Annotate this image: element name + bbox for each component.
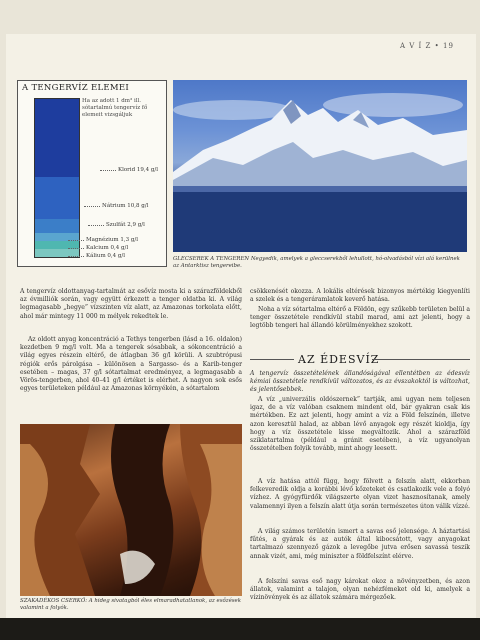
element-label: Kalcium 0,4 g/l: [86, 245, 129, 251]
right-column-paragraph: A felszíni savas eső nagy károkat okoz a növényzetben, és azon állatok, valamint a talajon, olyan nehézfémeket old ki, amelyek a vízinövények és az állatok számára mérgezőek.: [250, 578, 470, 602]
left-column-paragraph: Az oldott anyag koncentráció a Tethys tengerben (lásd a 16. oldalon) kezdetben 9 mg/l volt. Ma a tengerek sósabbak, a sókoncentráció a világ egyes részein eltérő, de átlagban 36 g/l körüli. A szubtrópusi régiók erős párolgása – különösen a Sargasso- és a Karib-tenger esetében – magas, 37 g/l sótartalmat eredményez, a legmagasabb a Vörös-tengerben, ahol 40–41 g/l értéket is elérhet. A nagyon sok esős egyes területeken például az Amazonas környékén, a sótartalom: [20, 336, 242, 393]
right-column-paragraph: A tengervíz összetételének állandóságával ellentétben az édesvíz kémiai összetétele rendkívül változatos, és az évszakoktól is változhat, és jelentősebbek.: [250, 370, 470, 394]
element-label: Kálium 0,4 g/l: [86, 253, 126, 259]
running-head: A V Í Z • 19: [400, 42, 454, 50]
chloride-layer: [35, 99, 79, 177]
section-rule-right: [372, 359, 470, 360]
element-label: Klorid 19,4 g/l: [118, 167, 158, 173]
right-column-paragraph: A víz „univerzális oldószernek” tartják, ami ugyan nem teljesen igaz, de a víz valóban csaknem mindent old, bár gyakran csak kis mértékben. Ez azt jelenti, hogy amint a víz a Föld felszínén, illetve azon keresztül halad, az abban lévő anyagok egy részét kioldja, így hogy a víz összetétele kisse megváltozik. Ahol a szárazföld sziklatartalma (például a gránit esetében), a víz ugyanolyan összetételben folyik tovább, mint ahogy leesett.: [250, 396, 470, 453]
left-column-paragraph: A tengervíz oldottanyag-tartalmát az esővíz mosta ki a szárazföldekből az évmilliók során, vagy együtt érkezett a tenger oldatba ki. A világ legmagasabb „hegye” vízszinten víz alatt, az Amazonas torkolata előtt, ahol már mintegy 11 000 m mélyek rekedtek le.: [20, 288, 242, 320]
element-label: Szulfát 2,9 g/l: [106, 222, 145, 228]
right-column-paragraph: Noha a víz sótartalma eltérő a Földön, egy szűkebb területen belül a tenger összetétele rendkívül stabil marad, ami azt jelenti, hogy a legtöbb tengeri hal állandó körülményekhez szokott.: [250, 306, 470, 330]
panel-title: A TENGERVÍZ ELEMEI: [22, 83, 130, 93]
glacier-photo-caption: GLECSEREK A TENGEREN Negyedik, amelyek a gleccserekből lehullott, hó-olvadásból vízi alá kerülnek az Antarktisz tengereibe.: [173, 256, 460, 269]
element-label: Nátrium 10,8 g/l: [102, 203, 149, 209]
panel-intro: Ha az adott 1 dm³ ill. sótartalmú tengervíz fő elemeit vizsgáljuk: [82, 98, 148, 118]
glacier-mountain-photo: [173, 80, 467, 252]
right-column-paragraph: A világ számos területén ismert a savas eső jelensége. A háztartási fűtés, a gyárak és az autók által kibocsátott, vagy anyagokat tartalmazó szennyező gázok a levegőbe jutva erősen savassá teszik annak vizét, ami, még miniszter a földfelszínt elérve.: [250, 528, 470, 560]
sulfate-layer: [35, 219, 79, 233]
section-rule-left: [250, 359, 294, 360]
canyon-photo-caption: SZAKADÉKOS CSERKŐ: A hideg sivatagból éles elmaradhatatlanok, az esőzések valamint a folyók.: [20, 598, 241, 611]
right-column-paragraph: csökkenését okozza. A lokális eltérések bizonyos mértékig kiegyenlíti a szelek és a tengeráramlatok keverő hatása.: [250, 288, 470, 304]
seawater-column-graphic: [34, 98, 80, 258]
right-column-paragraph: A víz hatása attól függ, hogy fölvett a felszín alatt, ekkorban felkeveredik oldja a korábbi lévő kőzeteket és csatlakozik vele a folyó vízhez. A gyógyfürdők világszerte olyan vizet hasznosítanak, amely valamennyi ilyen a felszín alatt útja során természetes úton válik vízzé.: [250, 478, 470, 510]
canyon-photo: [20, 424, 242, 596]
bottom-dark-strip: [0, 618, 480, 640]
element-label: Magnézium 1,3 g/l: [86, 237, 139, 243]
sodium-layer: [35, 177, 79, 219]
section-title: AZ ÉDESVÍZ: [298, 353, 380, 366]
